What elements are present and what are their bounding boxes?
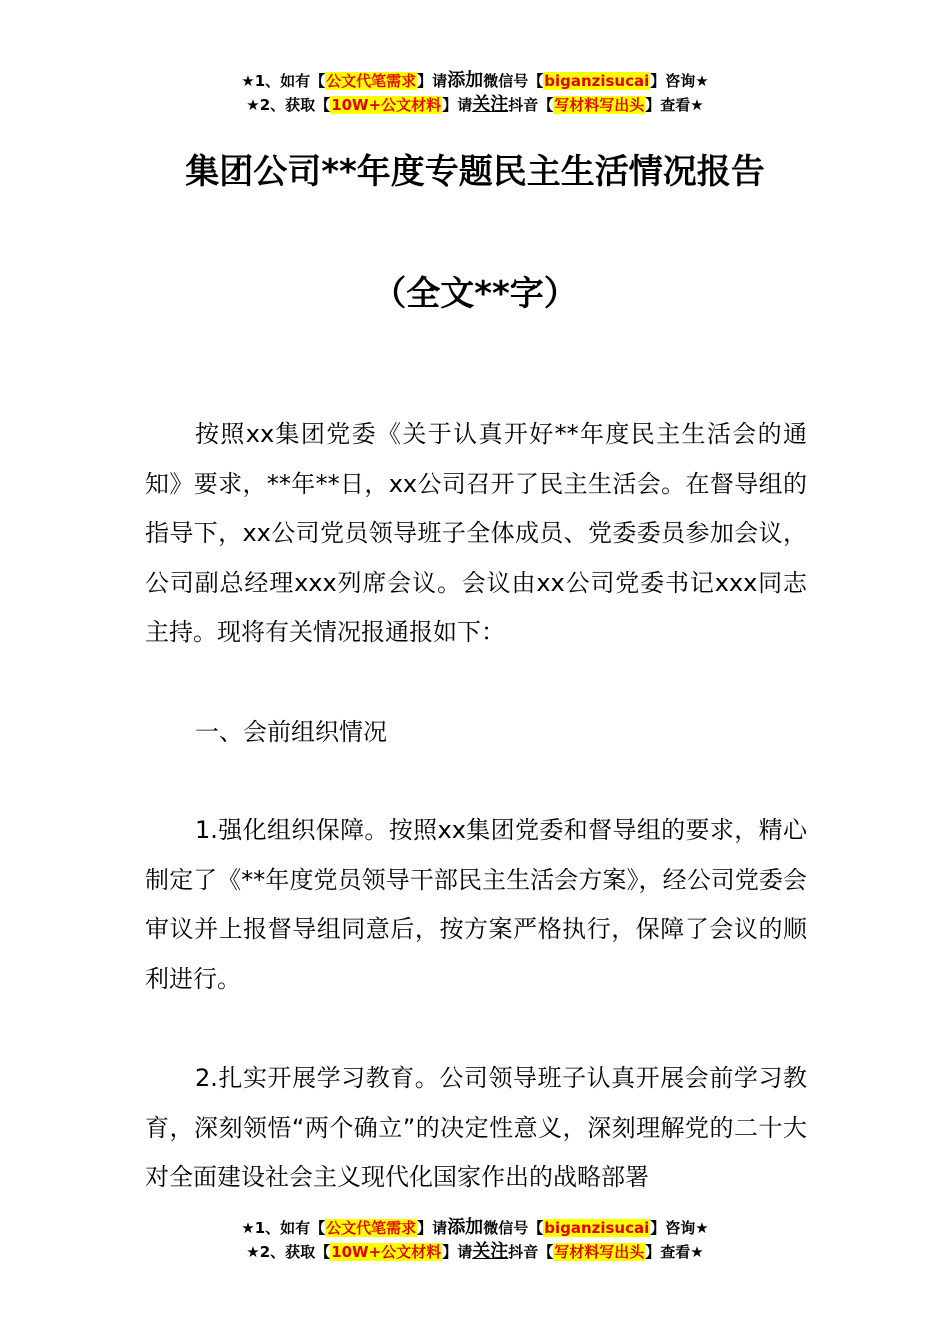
banner-emphasis: 添加 <box>447 1217 484 1238</box>
banner-text: 】请 <box>442 96 473 114</box>
banner-emphasis: 关注 <box>472 94 509 115</box>
banner-emphasis: 关注 <box>472 1241 509 1262</box>
paragraph-study: 2.扎实开展学习教育。公司领导班子认真开展会前学习教育，深刻领悟“两个确立”的决定性意义，深刻理解党的二十大对全面建设社会主义现代化国家作出的战略部署 <box>145 1064 807 1191</box>
document-subtitle: （全文**字） <box>372 274 578 314</box>
banner-text: 】咨询★ <box>650 1219 709 1237</box>
bottom-banner <box>0 1216 950 1264</box>
banner-text: 微信号【 <box>483 1219 544 1237</box>
highlight-douyin-id: 写材料写出头 <box>554 96 645 114</box>
banner-text: 微信号【 <box>483 72 544 90</box>
highlight-douyin-id: 写材料写出头 <box>554 1243 645 1261</box>
highlight-wechat-id: biganzisucai <box>544 1219 650 1237</box>
highlight-service: 公文代笔需求 <box>326 72 417 90</box>
banner-text: 抖音【 <box>508 1243 554 1261</box>
banner-text: 】请 <box>417 1219 448 1237</box>
banner-text: 】请 <box>442 1243 473 1261</box>
banner-line-2 <box>0 1240 950 1264</box>
banner-text: ★2、获取【 <box>246 1243 331 1261</box>
banner-line-1 <box>0 1216 950 1240</box>
banner-text: 】咨询★ <box>650 72 709 90</box>
highlight-materials: 10W+公文材料 <box>331 1243 442 1261</box>
banner-text: 】查看★ <box>645 1243 704 1261</box>
banner-text: 】请 <box>417 72 448 90</box>
highlight-materials: 10W+公文材料 <box>331 96 442 114</box>
banner-text: ★2、获取【 <box>246 96 331 114</box>
paragraph-intro: 按照xx集团党委《关于认真开好**年度民主生活会的通知》要求，**年**日，xx公司召开了民主生活会。在督导组的指导下，xx公司党员领导班子全体成员、党委委员参加会议，公司副总经理xxx列席会议。会议由xx公司党委书记xxx同志主持。现将有关情况报通报如下： <box>145 420 807 646</box>
document-title: 集团公司**年度专题民主生活情况报告 <box>185 152 765 192</box>
banner-line-1 <box>0 69 950 93</box>
top-banner <box>0 69 950 117</box>
highlight-wechat-id: biganzisucai <box>544 72 650 90</box>
section-heading: 一、会前组织情况 <box>195 718 387 746</box>
banner-text: ★1、如有【 <box>241 72 326 90</box>
paragraph-organization: 1.强化组织保障。按照xx集团党委和督导组的要求，精心制定了《**年度党员领导干部民主生活会方案》，经公司党委会审议并上报督导组同意后，按方案严格执行，保障了会议的顺利进行。 <box>145 816 807 993</box>
banner-text: 抖音【 <box>508 96 554 114</box>
banner-text: ★1、如有【 <box>241 1219 326 1237</box>
banner-emphasis: 添加 <box>447 70 484 91</box>
highlight-service: 公文代笔需求 <box>326 1219 417 1237</box>
banner-line-2 <box>0 93 950 117</box>
banner-text: 】查看★ <box>645 96 704 114</box>
